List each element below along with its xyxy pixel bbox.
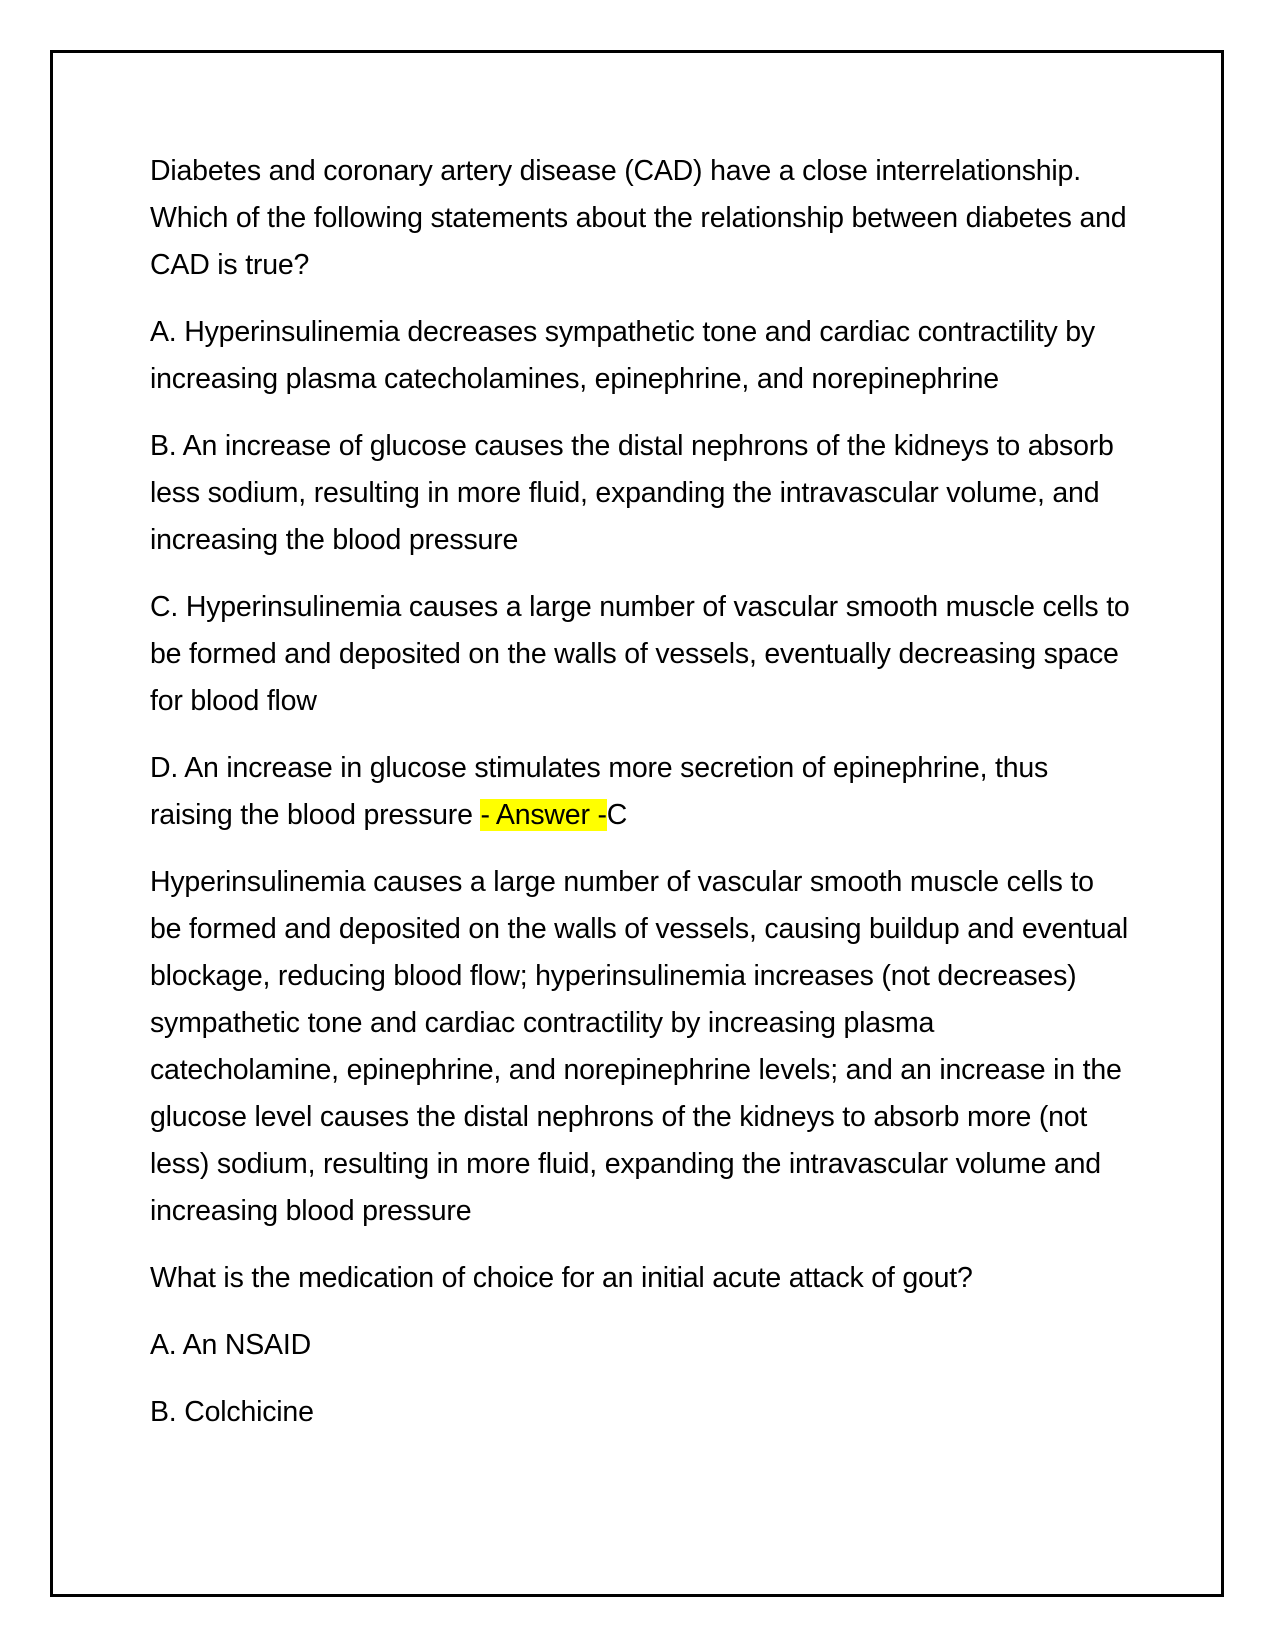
option-d-text: D. An increase in glucose stimulates more secretion of epinephrine, thus raising the blood pressure (150, 752, 1049, 831)
question-1-option-b: B. An increase of glucose causes the distal nephrons of the kidneys to absorb less sodium, resulting in more fluid, expanding the intravascular volume, and increasing the blood pressure (150, 430, 1114, 556)
question-1-stem: Diabetes and coronary artery disease (CAD) have a close interrelationship. Which of the following statements about the relationship between diabetes and CAD is true? (150, 155, 1127, 281)
question-2-option-a: A. An NSAID (150, 1329, 311, 1361)
question-1-option-d (150, 745, 1130, 839)
question-2-option-b: B. Colchicine (150, 1396, 314, 1428)
question-2-stem: What is the medication of choice for an initial acute attack of gout? (150, 1262, 973, 1294)
answer-value: C (606, 799, 628, 831)
question-1-rationale: Hyperinsulinemia causes a large number of vascular smooth muscle cells to be formed and deposited on the walls of vessels, causing buildup and eventual blockage, reducing blood flow; hyperinsulinemia increases (not decreases) sympathetic tone and cardiac contractility by increasing plasma catecholamine, epinephrine, and norepinephrine levels; and an increase in the glucose level causes the distal nephrons of the kidneys to absorb more (not less) sodium, resulting in more fluid, expanding the intravascular volume and increasing blood pressure (150, 866, 1129, 1227)
question-1-option-a: A. Hyperinsulinemia decreases sympathetic tone and cardiac contractility by increasing plasma catecholamines, epinephrine, and norepinephrine (150, 316, 1095, 395)
question-1-option-c: C. Hyperinsulinemia causes a large number of vascular smooth muscle cells to be formed and deposited on the walls of vessels, eventually decreasing space for blood flow (150, 591, 1130, 717)
document-body (150, 148, 1130, 1456)
answer-label-highlight: - Answer - (480, 799, 607, 831)
